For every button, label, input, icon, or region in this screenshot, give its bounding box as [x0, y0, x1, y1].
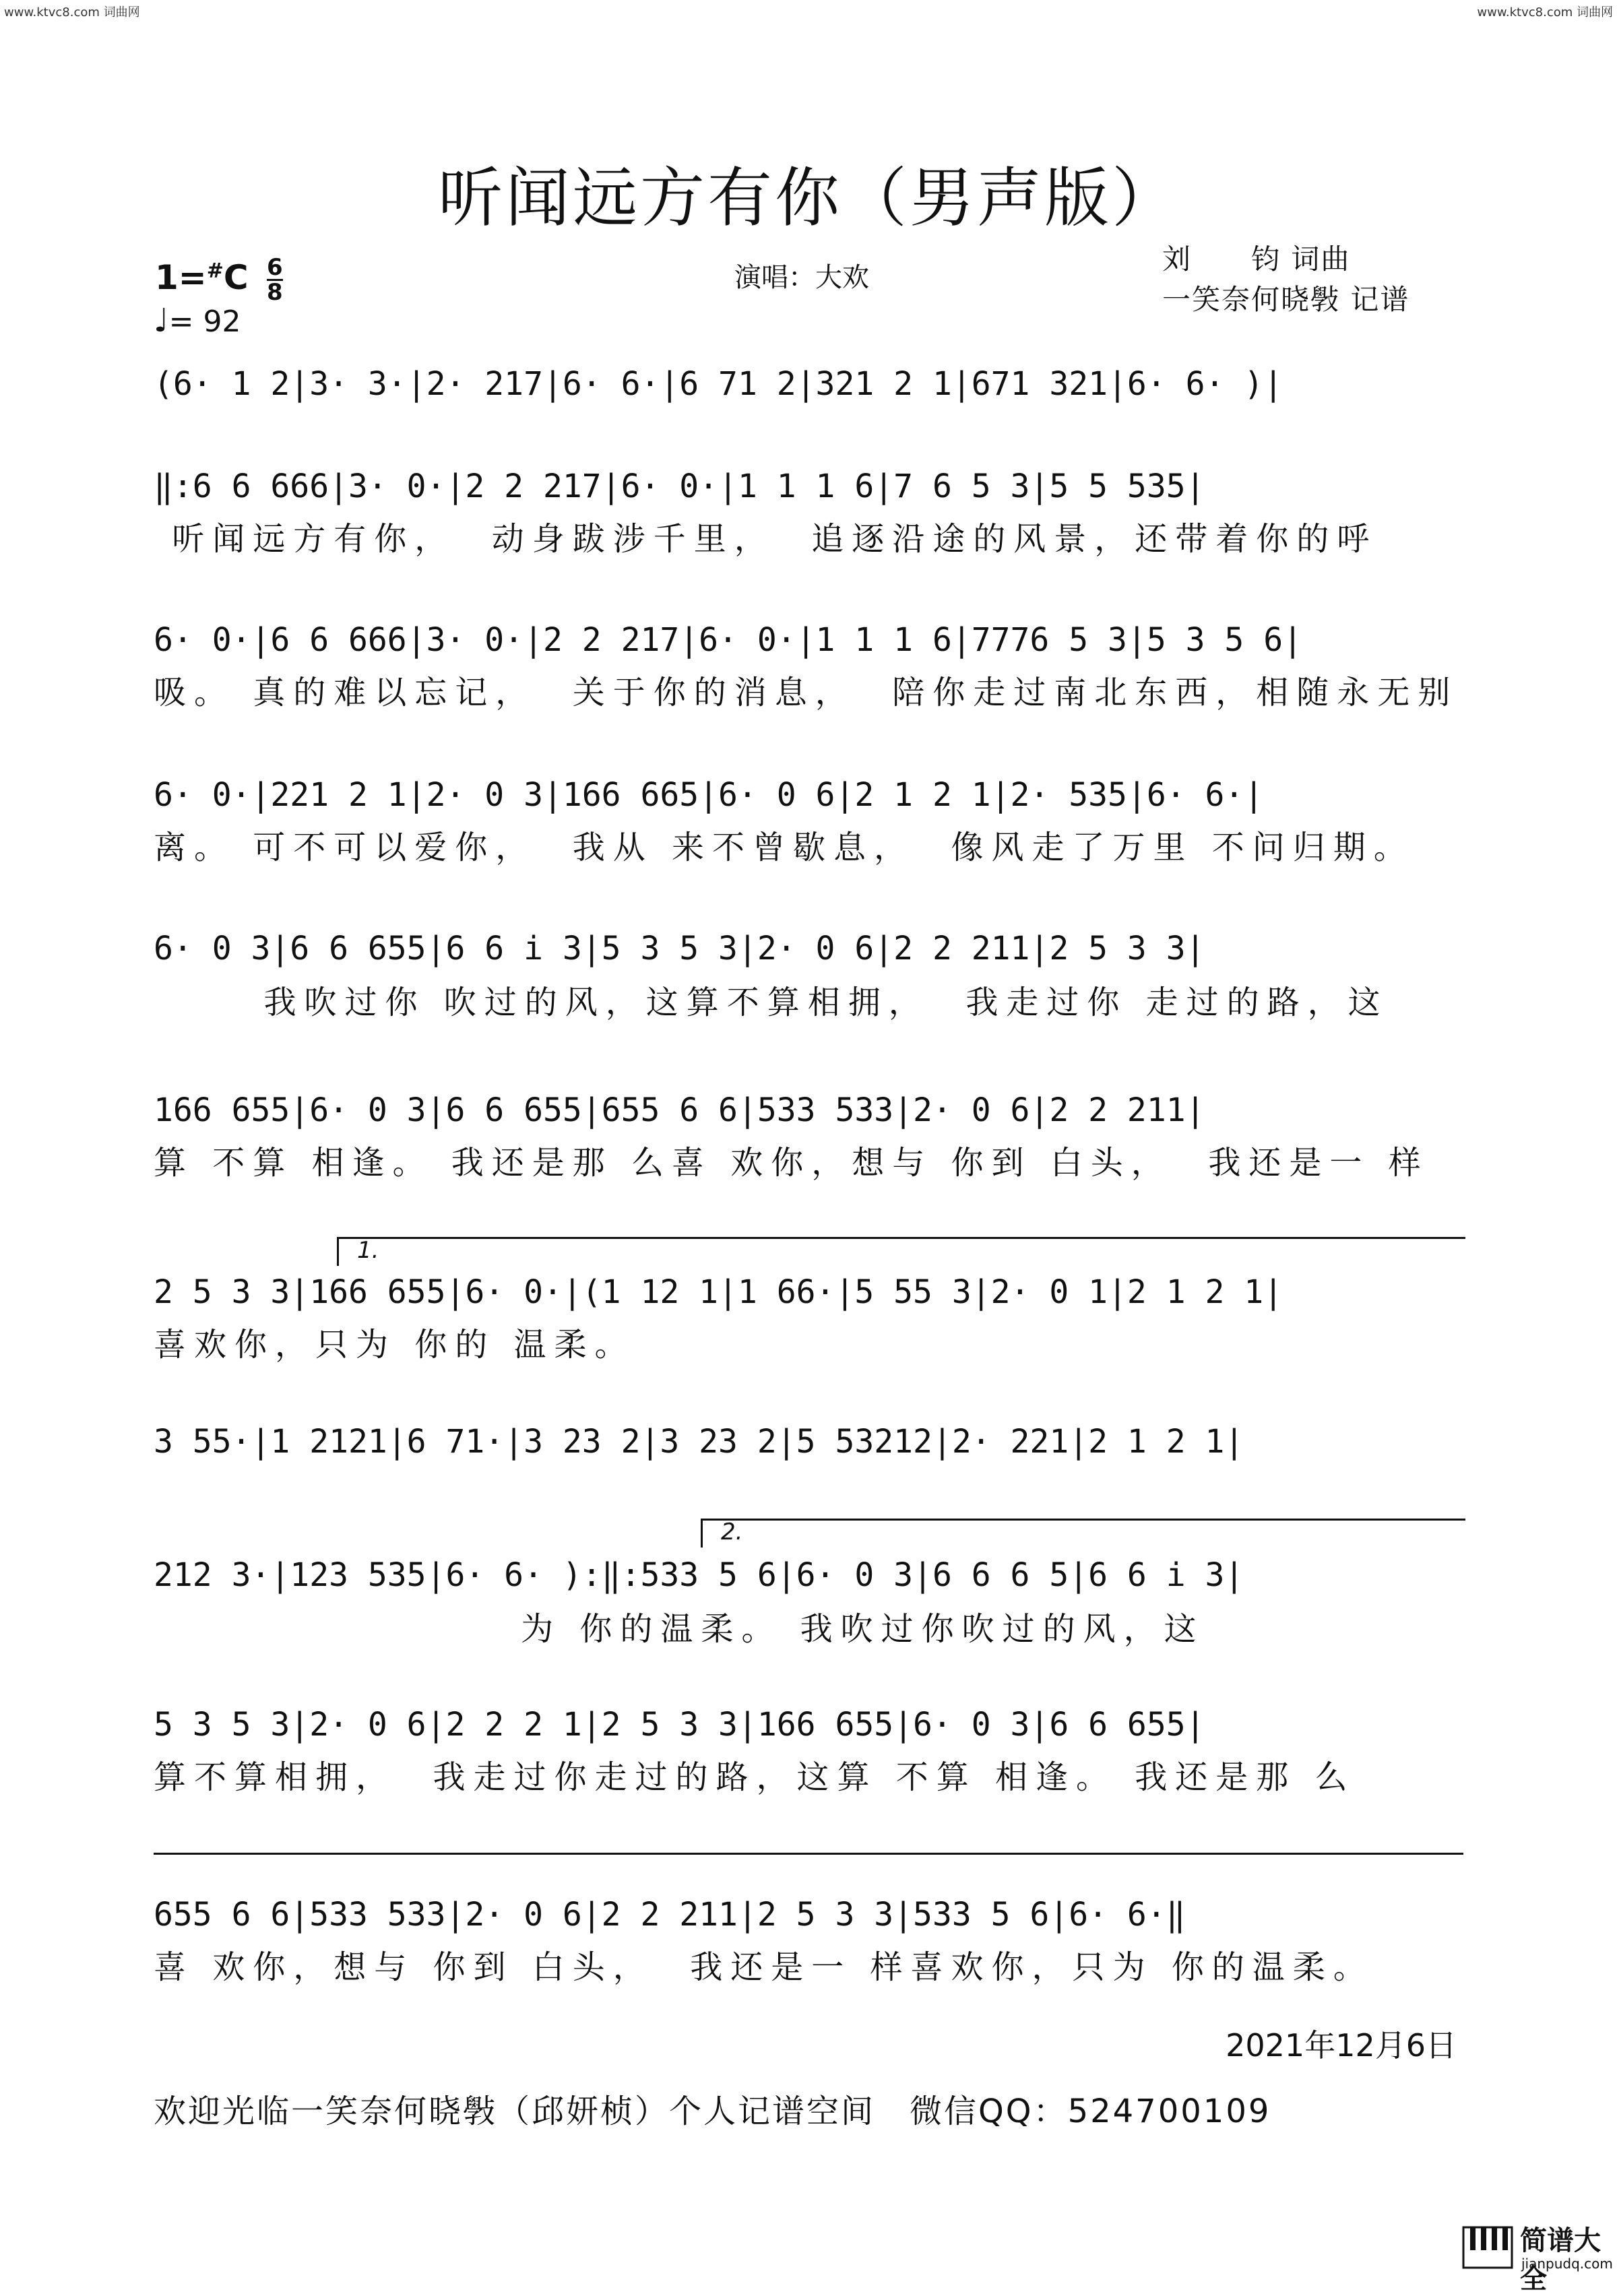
system-7-lyrics: 喜欢你，只为 你的 温柔。: [154, 1326, 635, 1364]
time-denominator: 8: [266, 279, 283, 306]
score-title: 听闻远方有你（男声版）: [438, 160, 1179, 236]
system-10-lyrics: 算不算相拥， 我走过你走过的路，这算 不算 相逢。 我还是那 么: [154, 1758, 1356, 1796]
watermark-left: www.ktvc8.com 词曲网: [4, 5, 140, 20]
footer-notice: 欢迎光临一笑奈何晓斅（邱妍桢）个人记谱空间 微信QQ：524700109: [154, 2093, 1271, 2130]
system-8-notes: 3 55·|1 2121|6 71·|3 23 2|3 23 2|5 53212|2· 221|2 1 2 1|: [154, 1423, 1244, 1461]
singer: 演唱：大欢: [734, 262, 869, 293]
system-9-notes: 212 3·|123 535|6· 6· ):‖:533 5 6|6· 0 3|6 6 6 5|6 6 i 3|: [154, 1556, 1244, 1594]
system-9-lyrics: 为 你的温柔。 我吹过你吹过的风，这: [154, 1610, 1205, 1648]
system-3-notes: 6· 0·|6 6 666|3· 0·|2 2 217|6· 0·|1 1 1 6|7776 5 3|5 3 5 6|: [154, 621, 1303, 659]
volta-second-label: 2.: [721, 1519, 743, 1545]
system-2-notes: ‖:6 6 666|3· 0·|2 2 217|6· 0·|1 1 1 6|7 6 5 3|5 5 535|: [154, 468, 1205, 505]
transcription-date: 2021年12月6日: [1226, 2027, 1457, 2064]
key-signature: [155, 256, 283, 304]
tempo-marking: [154, 302, 241, 340]
system-1-notes: (6· 1 2|3· 3·|2· 217|6· 6·|6 71 2|321 2 1|671 321|6· 6· )|: [154, 365, 1283, 403]
system-4-lyrics: 离。 可不可以爱你， 我从 来不曾歇息， 像风走了万里 不问归期。: [154, 829, 1414, 866]
system-11-notes: 655 6 6|533 533|2· 0 6|2 2 211|2 5 3 3|533 5 6|6· 6·‖: [154, 1896, 1186, 1934]
logo-url: jianpudq.com: [1521, 2256, 1613, 2272]
piano-icon: [1461, 2221, 1515, 2274]
volta-first-label: 1.: [357, 1237, 379, 1264]
key-note: C: [223, 258, 249, 297]
credit-transcriber: 一笑奈何晓斅 记谱: [1162, 283, 1410, 316]
system-6-notes: 166 655|6· 0 3|6 6 655|655 6 6|533 533|2· 0 6|2 2 211|: [154, 1091, 1205, 1129]
key-sharp: #: [206, 259, 224, 283]
system-6-lyrics: 算 不算 相逢。 我还是那 么喜 欢你，想与 你到 白头， 我还是一 样: [154, 1144, 1429, 1182]
time-numerator: 6: [266, 254, 283, 281]
volta-bracket-first: [337, 1237, 1465, 1266]
ending-rule: [154, 1853, 1463, 1855]
system-2-lyrics: 听闻远方有你， 动身跋涉千里， 追逐沿途的风景，还带着你的呼: [154, 520, 1378, 558]
tempo-value: = 92: [168, 305, 241, 339]
system-5-lyrics: 我吹过你 吹过的风，这算不算相拥， 我走过你 走过的路，这: [154, 984, 1389, 1021]
logo-name: 简谱大全: [1520, 2225, 1601, 2295]
system-7-notes: 2 5 3 3|166 655|6· 0·|(1 12 1|1 66·|5 55 3|2· 0 1|2 1 2 1|: [154, 1273, 1283, 1311]
key-prefix: 1=: [155, 258, 207, 297]
time-signature: [267, 256, 283, 304]
site-logo: [1461, 2217, 1613, 2295]
quarter-note-icon: ♩: [154, 302, 169, 340]
watermark-right: www.ktvc8.com 词曲网: [1477, 5, 1613, 20]
volta-bracket-second: [701, 1519, 1465, 1548]
system-5-notes: 6· 0 3|6 6 655|6 6 i 3|5 3 5 3|2· 0 6|2 2 211|2 5 3 3|: [154, 930, 1205, 967]
system-10-notes: 5 3 5 3|2· 0 6|2 2 2 1|2 5 3 3|166 655|6· 0 3|6 6 655|: [154, 1706, 1205, 1744]
credit-lyrics-music: 刘 钧 词曲: [1162, 243, 1351, 276]
system-11-lyrics: 喜 欢你，想与 你到 白头， 我还是一 样喜欢你，只为 你的温柔。: [154, 1948, 1374, 1986]
system-3-lyrics: 吸。 真的难以忘记， 关于你的消息， 陪你走过南北东西，相随永无别: [154, 674, 1459, 711]
system-4-notes: 6· 0·|221 2 1|2· 0 3|166 665|6· 0 6|2 1 2 1|2· 535|6· 6·|: [154, 776, 1264, 814]
